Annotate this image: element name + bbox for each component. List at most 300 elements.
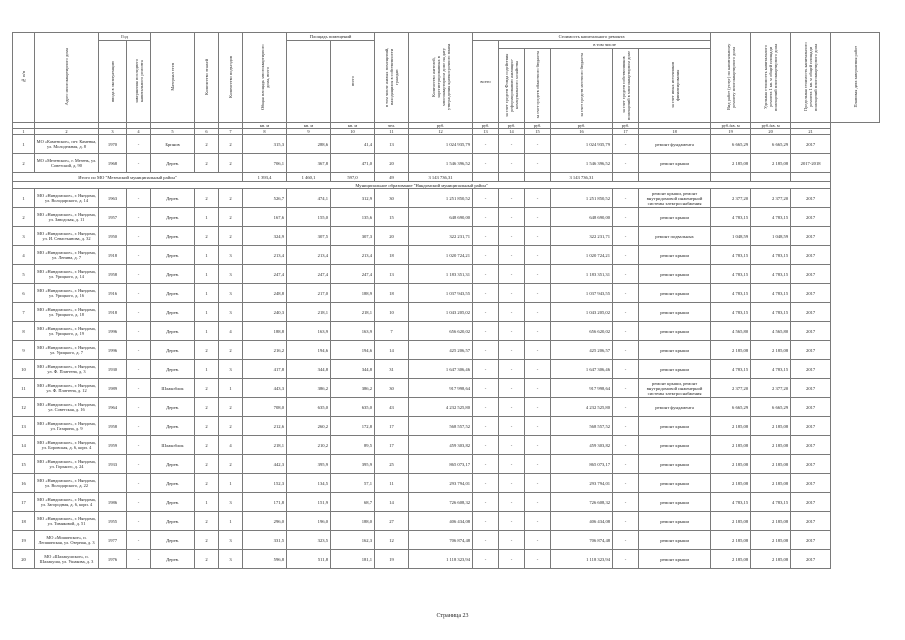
header-area-owned: в том числе жилых помещений, находящихся в собственности граждан	[375, 33, 409, 123]
cell-cost-local: -	[525, 189, 551, 208]
table-body	[13, 135, 880, 569]
cell-residents: 11	[375, 474, 409, 493]
cell-year-repair: -	[127, 189, 151, 208]
cell-entrances: 2	[219, 154, 243, 173]
cell-cost-fund: -	[473, 379, 499, 398]
cell-work-type: ремонт крыши, ремонт внутридомовой инженерной системы электроснабжения	[639, 189, 711, 208]
cell-floors: 2	[195, 531, 219, 550]
cell-total-area: 596,8	[243, 550, 287, 569]
cell-total-area: 708,0	[243, 398, 287, 417]
cell-cost-other: -	[613, 436, 639, 455]
cell-area-total: 307,5	[287, 227, 331, 246]
cell-limit-cost: 4 783,15	[751, 303, 791, 322]
cell-year-built	[99, 474, 127, 493]
cell-cost-owners: 1 043 205,02	[551, 303, 613, 322]
cell-cost-other: -	[613, 493, 639, 512]
cell-cost-owners: 4 232 525,80	[551, 398, 613, 417]
section-row	[13, 182, 880, 189]
cell-year-repair: -	[127, 379, 151, 398]
cell-year-built: 1986	[99, 493, 127, 512]
cell-area-total: 395,9	[287, 455, 331, 474]
cell-area-total: 511,8	[287, 550, 331, 569]
cell-total-area: 212,6	[243, 417, 287, 436]
cell-cost-fund: -	[473, 341, 499, 360]
cell-wall-material: Дерев.	[151, 512, 195, 531]
cell-deadline: 2017	[791, 135, 831, 154]
cell-cost-regional: -	[499, 398, 525, 417]
cell-limit-cost: 4 783,15	[751, 246, 791, 265]
cell-cost-regional: -	[499, 550, 525, 569]
cell-cost-fund: -	[473, 436, 499, 455]
cell-floors: 2	[195, 417, 219, 436]
section-title: Муниципальное образование "Няндомский муниципальный район"	[13, 182, 831, 189]
cell-limit-cost: 2 185,08	[751, 474, 791, 493]
column-number: 8	[243, 129, 287, 135]
header-area-group: Площадь помещений	[287, 33, 375, 41]
cell-year-built: 1918	[99, 246, 127, 265]
cell-cost-owners: 1 118 323,94	[551, 550, 613, 569]
table-row	[13, 303, 880, 322]
column-number: 15	[525, 129, 551, 135]
table-row	[13, 474, 880, 493]
cell-entrances: 3	[219, 493, 243, 512]
cell-year-built: 1918	[99, 303, 127, 322]
cell-cost-other: -	[613, 227, 639, 246]
cell-area-total: 210,2	[287, 436, 331, 455]
cell-cost-local: -	[525, 303, 551, 322]
cell-cost-local: -	[525, 208, 551, 227]
cell-cost-other: -	[613, 512, 639, 531]
cell-cost-fund: -	[473, 550, 499, 569]
header-num: № п/п	[13, 33, 35, 123]
cell-deadline: 2017	[791, 436, 831, 455]
cell-floors: 1	[195, 360, 219, 379]
cell-unit-cost: 2 377,20	[711, 189, 751, 208]
cell-year-built: 1950	[99, 227, 127, 246]
cell-cost-regional: -	[499, 208, 525, 227]
column-number: 3	[99, 129, 127, 135]
cell-area-owned: 163,9	[331, 322, 375, 341]
cell-year-built: 1964	[99, 398, 127, 417]
cell-limit-cost: 4 783,15	[751, 284, 791, 303]
cell-cost-owners: 865 073,17	[551, 455, 613, 474]
cell-cost-owners: 917 998,64	[551, 379, 613, 398]
cell-unit-cost: 2 185,08	[711, 417, 751, 436]
cell-year-repair: -	[127, 474, 151, 493]
cell-cost-total: 1 546 396,52	[409, 154, 473, 173]
cell-wall-material: Дерев.	[151, 208, 195, 227]
cell-limit-cost: 6 665,29	[751, 398, 791, 417]
cell-area-total: 386,2	[287, 379, 331, 398]
cell-total-area: 706,1	[243, 154, 287, 173]
header-area-total: всего	[331, 41, 375, 123]
cell-cost-regional: -	[499, 322, 525, 341]
cell-year-built: 1977	[99, 531, 127, 550]
plan-table-sheet	[12, 32, 880, 569]
cell-cost-total: 568 557,52	[409, 417, 473, 436]
cell-cost-fund: -	[473, 455, 499, 474]
cell-residents: 12	[375, 531, 409, 550]
cell-entrances: 3	[219, 531, 243, 550]
cell-area-owned: 188,0	[331, 512, 375, 531]
cell-year-repair: -	[127, 360, 151, 379]
cell-year-repair: -	[127, 227, 151, 246]
cell-limit-cost: 4 565,80	[751, 322, 791, 341]
cell-area-total: 288,6	[287, 135, 331, 154]
cell-year-repair: -	[127, 398, 151, 417]
cell-row-num: 9	[13, 341, 35, 360]
cell-deadline: 2017	[791, 360, 831, 379]
cell-address: МО «Няндомское», г. Няндома, ул. Ф. Платтена, д. 12	[35, 379, 99, 398]
cell-row-num: 16	[13, 474, 35, 493]
header-year-built: ввода в эксплуатацию	[99, 41, 127, 123]
cell-cost-other: -	[613, 303, 639, 322]
cell-unit-cost: 4 783,15	[711, 284, 751, 303]
total-residents: 49	[375, 173, 409, 182]
cell-total-area: 248,8	[243, 284, 287, 303]
header-cost-total: всего	[473, 41, 499, 123]
table-row	[13, 455, 880, 474]
cell-cost-owners: 1 251 850,52	[551, 189, 613, 208]
cell-cost-other: -	[613, 154, 639, 173]
total-row	[13, 173, 880, 182]
cell-entrances: 3	[219, 550, 243, 569]
cell-floors: 1	[195, 208, 219, 227]
cell-cost-total: 1 020 724,21	[409, 246, 473, 265]
cell-cost-regional: -	[499, 246, 525, 265]
units-row: кв. м кв. м кв. м чел. руб. руб. руб. руб. руб. руб. руб./кв. м руб./кв. м	[13, 123, 880, 129]
cell-cost-fund: -	[473, 265, 499, 284]
cell-cost-local: -	[525, 436, 551, 455]
cell-cost-other: -	[613, 398, 639, 417]
cell-entrances: 2	[219, 135, 243, 154]
cell-row-num: 4	[13, 246, 35, 265]
cell-year-built: 1930	[99, 360, 127, 379]
cell-wall-material: Дерев.	[151, 474, 195, 493]
column-number: 5	[151, 129, 195, 135]
cell-area-total: 134,5	[287, 474, 331, 493]
blank	[639, 173, 711, 182]
cell-row-num: 10	[13, 360, 35, 379]
cell-cost-total: 1 647 306,46	[409, 360, 473, 379]
cell-row-num: 11	[13, 379, 35, 398]
header-cost-other: за счет иных источников финансирования	[639, 49, 711, 123]
cell-entrances: 2	[219, 341, 243, 360]
cell-total-area: 240,3	[243, 303, 287, 322]
cell-cost-fund: -	[473, 417, 499, 436]
cell-work-type: ремонт крыши	[639, 360, 711, 379]
cell-row-num: 20	[13, 550, 35, 569]
cell-residents: 30	[375, 189, 409, 208]
cell-year-repair: -	[127, 455, 151, 474]
header-work-type: Вид работ (услуг) по капитальному ремонту многоквартирного дома	[711, 33, 751, 123]
cell-limit-cost: 1 048,59	[751, 227, 791, 246]
cell-area-owned: 41,4	[331, 135, 375, 154]
cell-area-owned: 344,8	[331, 360, 375, 379]
cell-floors: 2	[195, 550, 219, 569]
cell-entrances: 1	[219, 379, 243, 398]
cell-area-owned: 307,3	[331, 227, 375, 246]
total-cost: 3 143 736,31	[409, 173, 473, 182]
cell-cost-regional: -	[499, 379, 525, 398]
cell-area-owned: 312,9	[331, 189, 375, 208]
cell-cost-fund: -	[473, 493, 499, 512]
cell-total-area: 171,8	[243, 493, 287, 512]
cell-deadline: 2017	[791, 246, 831, 265]
column-number: 4	[127, 129, 151, 135]
cell-residents: 17	[375, 436, 409, 455]
cell-wall-material: Дерев.	[151, 154, 195, 173]
cell-floors: 1	[195, 246, 219, 265]
cell-cost-owners: 322 231,71	[551, 227, 613, 246]
cell-cost-fund: -	[473, 512, 499, 531]
blank	[791, 173, 831, 182]
cell-year-repair: -	[127, 246, 151, 265]
cell-unit-cost: 2 185,08	[711, 474, 751, 493]
cell-cost-total: 726 608,32	[409, 493, 473, 512]
cell-residents: 14	[375, 493, 409, 512]
cell-area-total: 367,8	[287, 154, 331, 173]
cell-deadline: 2017	[791, 227, 831, 246]
cell-limit-cost: 2 185,08	[751, 531, 791, 550]
table-row	[13, 512, 880, 531]
cell-row-num: 5	[13, 265, 35, 284]
cell-entrances: 2	[219, 189, 243, 208]
cell-cost-regional: -	[499, 360, 525, 379]
cell-cost-other: -	[613, 474, 639, 493]
cell-cost-local: -	[525, 512, 551, 531]
table-row	[13, 284, 880, 303]
cell-entrances: 4	[219, 322, 243, 341]
cell-floors: 1	[195, 493, 219, 512]
cell-unit-cost: 2 185,08	[711, 154, 751, 173]
blank	[525, 173, 551, 182]
cell-entrances: 3	[219, 246, 243, 265]
column-number: 1	[13, 129, 35, 135]
cell-limit-cost: 4 783,15	[751, 493, 791, 512]
cell-deadline: 2017	[791, 474, 831, 493]
cell-residents: 7	[375, 322, 409, 341]
cell-cost-total: 425 206,57	[409, 341, 473, 360]
cell-floors: 2	[195, 154, 219, 173]
cell-residents: 30	[375, 379, 409, 398]
cell-area-total: 163,9	[287, 322, 331, 341]
cell-address: МО «Шалакушское», п. Шалакуша, ул. Ушакова, д. 3	[35, 550, 99, 569]
cell-cost-regional: -	[499, 303, 525, 322]
cell-row-num: 15	[13, 455, 35, 474]
cell-floors: 2	[195, 436, 219, 455]
cell-deadline: 2017	[791, 303, 831, 322]
cell-cost-total: 1 183 351,31	[409, 265, 473, 284]
cell-cost-regional: -	[499, 474, 525, 493]
cell-cost-regional: -	[499, 512, 525, 531]
cell-cost-owners: 293 794,01	[551, 474, 613, 493]
cell-deadline: 2017	[791, 208, 831, 227]
cell-address: МО «Няндомское», г. Няндома, ул. Урицкого, д. 18	[35, 303, 99, 322]
header-unit-cost: Удельная стоимость капитального ремонта 1 кв. м общей площади помещений многоквартирного дома	[751, 33, 791, 123]
blank	[751, 173, 791, 182]
cell-deadline: 2017	[791, 550, 831, 569]
cell-work-type: ремонт крыши	[639, 154, 711, 173]
cell-area-owned: 162,3	[331, 531, 375, 550]
cell-entrances: 2	[219, 227, 243, 246]
cell-area-owned: 213,4	[331, 246, 375, 265]
header-cost-local: за счет средств местного бюджета	[551, 49, 613, 123]
cell-deadline: 2017	[791, 189, 831, 208]
cell-cost-total: 917 998,64	[409, 379, 473, 398]
cell-unit-cost: 4 783,15	[711, 493, 751, 512]
cell-area-owned: 57,1	[331, 474, 375, 493]
cell-address: МО «Няндомское», г. Няндома, ул. Урицкого, д. 16	[35, 284, 99, 303]
cell-area-total: 474,1	[287, 189, 331, 208]
blank	[499, 173, 525, 182]
cell-cost-total: 648 690,00	[409, 208, 473, 227]
cell-cost-owners: 1 183 351,31	[551, 265, 613, 284]
header-wall-material: Материал стен	[151, 33, 195, 123]
cell-area-owned: 386,2	[331, 379, 375, 398]
table-row	[13, 436, 880, 455]
cell-cost-regional: -	[499, 135, 525, 154]
cell-cost-other: -	[613, 360, 639, 379]
cell-year-built: 1970	[99, 135, 127, 154]
header-area-total-blank	[287, 41, 331, 123]
cell-cost-regional: -	[499, 189, 525, 208]
cell-year-built: 1989	[99, 379, 127, 398]
cell-residents: 10	[375, 303, 409, 322]
cell-cost-local: -	[525, 135, 551, 154]
cell-cost-fund: -	[473, 208, 499, 227]
cell-work-type: ремонт крыши	[639, 284, 711, 303]
cell-unit-cost: 6 665,29	[711, 398, 751, 417]
cell-cost-owners: 648 690,00	[551, 208, 613, 227]
column-number: 13	[473, 129, 499, 135]
cell-cost-fund: -	[473, 135, 499, 154]
cell-work-type: ремонт крыши	[639, 322, 711, 341]
cell-cost-other: -	[613, 265, 639, 284]
cell-floors: 2	[195, 474, 219, 493]
cell-address: МО «Няндомское», г. Няндома, ул. Загородная, д. 6, корп. 4	[35, 493, 99, 512]
plan-table	[12, 32, 880, 569]
cell-deadline: 2017	[791, 341, 831, 360]
cell-wall-material: Шлакоблок	[151, 379, 195, 398]
cell-row-num: 13	[13, 417, 35, 436]
cell-cost-fund: -	[473, 474, 499, 493]
cell-unit-cost: 4 783,15	[711, 265, 751, 284]
cell-total-area: 167,6	[243, 208, 287, 227]
cell-cost-local: -	[525, 284, 551, 303]
cell-cost-owners: 1 020 724,21	[551, 246, 613, 265]
cell-year-repair: -	[127, 436, 151, 455]
cell-wall-material: Дерев.	[151, 227, 195, 246]
cell-year-built: 1968	[99, 154, 127, 173]
cell-cost-local: -	[525, 398, 551, 417]
cell-year-built: 1996	[99, 322, 127, 341]
cell-address: МО «Няндомское», г. Няндома, ул. Советская, д. 16	[35, 398, 99, 417]
cell-cost-total: 1 251 850,52	[409, 189, 473, 208]
cell-wall-material: Дерев.	[151, 455, 195, 474]
cell-cost-other: -	[613, 417, 639, 436]
column-number: 16	[551, 129, 613, 135]
cell-unit-cost: 4 783,15	[711, 360, 751, 379]
cell-cost-other: -	[613, 246, 639, 265]
cell-limit-cost: 2 185,08	[751, 436, 791, 455]
cell-cost-local: -	[525, 246, 551, 265]
cell-year-repair: -	[127, 284, 151, 303]
cell-address: МО «Няндомское», г. Няндома, ул. Тимяковой, д. 51	[35, 512, 99, 531]
column-number: 19	[711, 129, 751, 135]
cell-cost-regional: -	[499, 265, 525, 284]
cell-work-type: ремонт крыши	[639, 246, 711, 265]
cell-year-repair: -	[127, 493, 151, 512]
cell-row-num: 18	[13, 512, 35, 531]
cell-residents: 13	[375, 265, 409, 284]
cell-cost-local: -	[525, 455, 551, 474]
cell-address: МО «Няндомское», г. Няндома, ул. Володарского, д. 14	[35, 189, 99, 208]
cell-cost-fund: -	[473, 398, 499, 417]
cell-row-num: 17	[13, 493, 35, 512]
cell-cost-regional: -	[499, 493, 525, 512]
cell-limit-cost: 4 783,15	[751, 360, 791, 379]
cell-unit-cost: 1 048,59	[711, 227, 751, 246]
table-row	[13, 550, 880, 569]
cell-cost-fund: -	[473, 154, 499, 173]
cell-cost-other: -	[613, 531, 639, 550]
cell-cost-owners: 656 620,02	[551, 322, 613, 341]
cell-row-num: 2	[13, 208, 35, 227]
cell-address: МО «Няндомское», г. Няндома, ул. Урицкого, д. 7	[35, 341, 99, 360]
cell-unit-cost: 4 565,80	[711, 322, 751, 341]
page-number: Страница 23	[436, 613, 469, 619]
cell-cost-other: -	[613, 135, 639, 154]
cell-work-type: ремонт крыши	[639, 474, 711, 493]
cell-unit-cost: 4 783,15	[711, 303, 751, 322]
table-row	[13, 322, 880, 341]
cell-cost-fund: -	[473, 531, 499, 550]
cell-unit-cost: 2 185,08	[711, 550, 751, 569]
cell-total-area: 213,4	[243, 246, 287, 265]
header-year-repair: завершения последнего капитального ремонта	[127, 41, 151, 123]
cell-limit-cost: 6 665,29	[751, 135, 791, 154]
cell-deadline: 2017	[791, 398, 831, 417]
cell-work-type: ремонт крыши	[639, 417, 711, 436]
cell-year-repair: -	[127, 265, 151, 284]
header-cost-regional: за счет средств областного бюджета	[525, 49, 551, 123]
cell-address: МО «Няндомское», г. Няндома, ул. Боровская, д. 6, корп. 4	[35, 436, 99, 455]
cell-address: МО «Няндомское», г. Няндома, ул. Заводская, д. 11	[35, 208, 99, 227]
column-number: 2	[35, 129, 99, 135]
cell-wall-material: Дерев.	[151, 341, 195, 360]
cell-cost-total: 1 118 323,94	[409, 550, 473, 569]
cell-area-total: 260,2	[287, 417, 331, 436]
column-number: 7	[219, 129, 243, 135]
cell-cost-regional: -	[499, 531, 525, 550]
cell-cost-local: -	[525, 341, 551, 360]
cell-cost-local: -	[525, 474, 551, 493]
cell-deadline: 2017	[791, 265, 831, 284]
cell-entrances: 2	[219, 455, 243, 474]
cell-cost-other: -	[613, 189, 639, 208]
cell-deadline: 2017	[791, 322, 831, 341]
cell-wall-material: Брпнов	[151, 135, 195, 154]
cell-cost-regional: -	[499, 341, 525, 360]
cell-year-built: 1933	[99, 455, 127, 474]
cell-work-type: ремонт крыши	[639, 493, 711, 512]
cell-cost-owners: 706 874,48	[551, 531, 613, 550]
cell-total-area: 315,3	[243, 135, 287, 154]
cell-address: МО «Няндомское», г. Няндома, ул. Урицкого, д. 14	[35, 265, 99, 284]
cell-unit-cost: 2 185,08	[711, 512, 751, 531]
cell-area-total: 213,4	[287, 246, 331, 265]
